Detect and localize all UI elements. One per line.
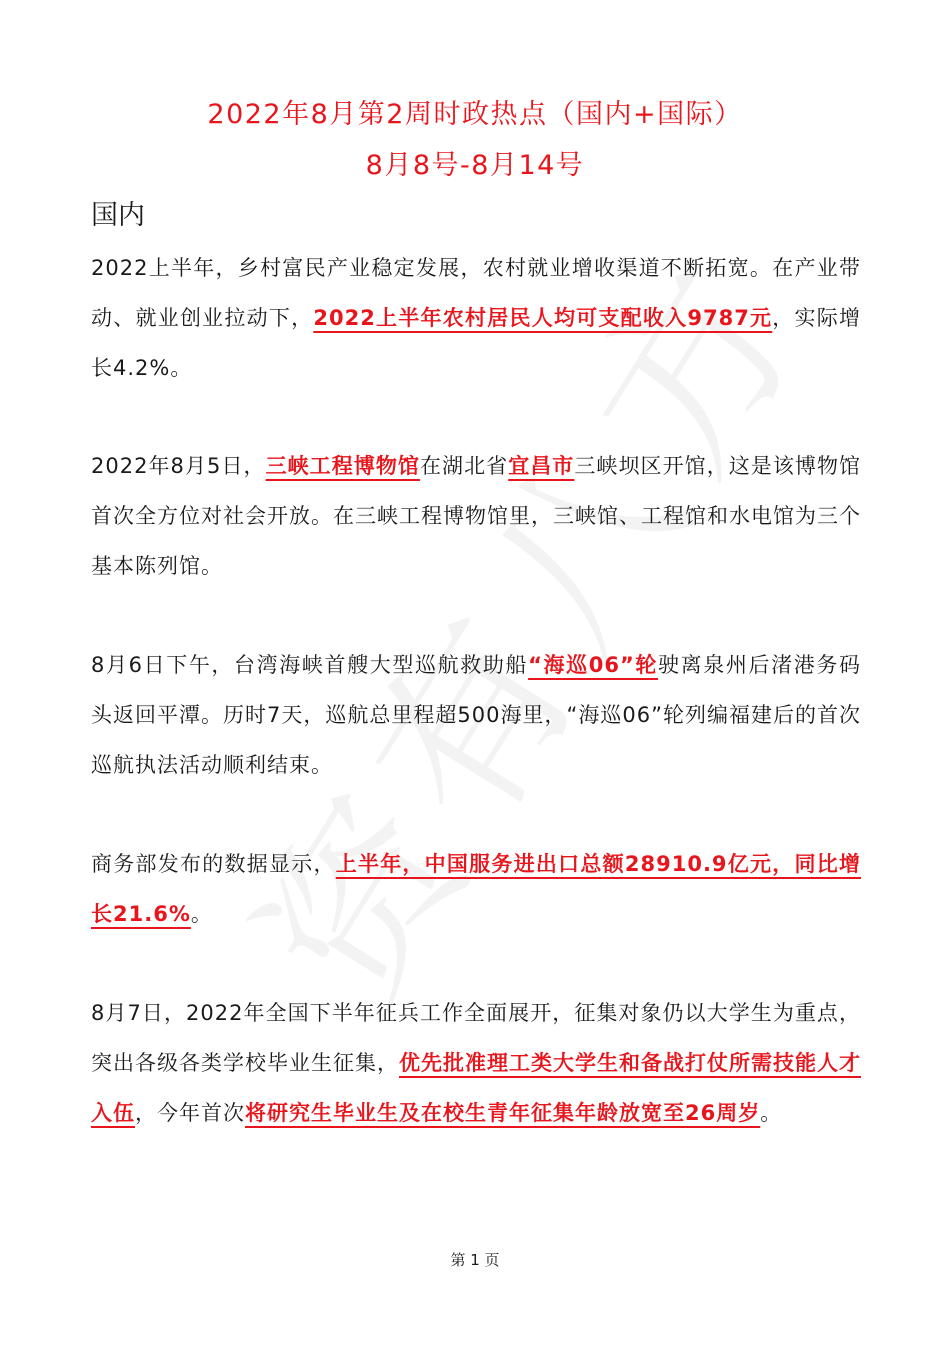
paragraph-text: 8月6日下午，台湾海峡首艘大型巡航救助船 <box>91 653 529 677</box>
paragraph-text: 2022上半年，乡村富民产业稳定发展，农村就业增收渠道不断拓宽。在产业带动、就业创业拉动下， <box>91 256 861 330</box>
page-number: 第 1 页 <box>450 1251 500 1269</box>
paragraph-text: 驶离泉州后渚港务码头返回平潭。历时7天，巡航总里程超500海里，“海巡06”轮列编福建后的首次巡航执法活动顺利结束。 <box>91 653 862 777</box>
paragraph-text: 8月7日，2022年全国下半年征兵工作全面展开，征集对象仍以大学生为重点，突出各级各类学校毕业生征集， <box>91 1001 861 1075</box>
news-paragraph-three-gorges-museum <box>91 441 861 591</box>
key-point-highlight: 三峡工程博物馆 <box>265 454 420 478</box>
key-point-highlight: 上半年，中国服务进出口总额28910.9亿元，同比增长21.6% <box>91 852 862 926</box>
paragraph-text: ，实际增长4.2%。 <box>91 306 862 380</box>
paragraph-text: 商务部发布的数据显示， <box>91 852 336 876</box>
paragraph-text: 三峡坝区开馆，这是该博物馆首次全方位对社会开放。在三峡工程博物馆里，三峡馆、工程馆和水电馆为三个基本陈列馆。 <box>91 454 862 578</box>
news-paragraph-service-trade <box>91 839 861 939</box>
news-paragraph-haixun-06 <box>91 640 861 790</box>
page-title: 2022年8月第2周时政热点（国内+国际） <box>207 99 743 130</box>
key-point-highlight: “海巡06”轮 <box>528 653 659 677</box>
news-paragraph-conscription <box>91 988 861 1138</box>
page-subtitle-date-range: 8月8号-8月14号 <box>365 150 585 181</box>
paragraph-text: 。 <box>760 1101 783 1125</box>
paragraph-text: ，今年首次 <box>135 1101 245 1125</box>
key-point-highlight: 将研究生毕业生及在校生青年征集年龄放宽至26周岁 <box>245 1101 761 1125</box>
section-heading-domestic: 国内 <box>91 200 145 231</box>
key-point-highlight: 2022上半年农村居民人均可支配收入9787元 <box>313 306 773 330</box>
key-point-highlight: 宜昌市 <box>508 454 575 478</box>
news-paragraph-rural-income <box>91 243 861 393</box>
key-point-highlight: 优先批准理工类大学生和备战打仗所需技能人才入伍 <box>91 1051 861 1125</box>
paragraph-text: 在湖北省 <box>419 454 509 478</box>
paragraph-text: 。 <box>190 902 213 926</box>
paragraph-text: 2022年8月5日， <box>91 454 266 478</box>
